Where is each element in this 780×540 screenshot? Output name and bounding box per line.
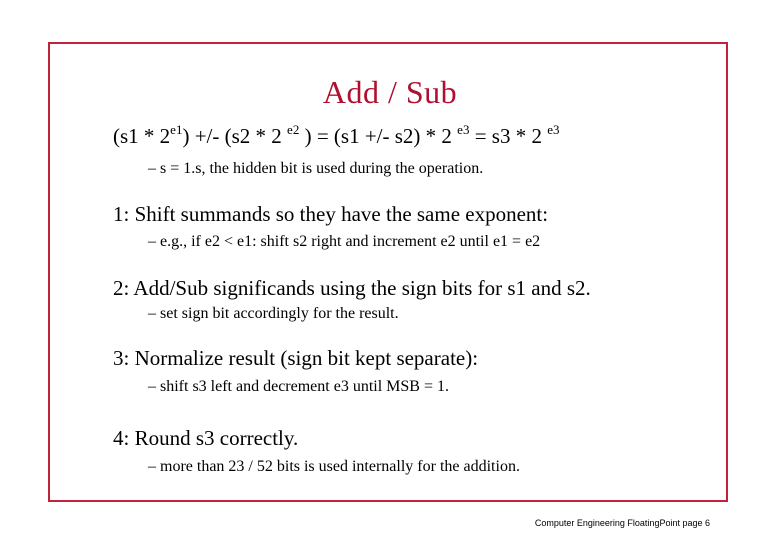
step-2-note: – set sign bit accordingly for the result. (148, 305, 399, 322)
step-3-note: – shift s3 left and decrement e3 until MSB = 1. (148, 378, 449, 395)
step-3-heading: 3: Normalize result (sign bit kept separate): (113, 346, 479, 370)
step-2-heading: 2: Add/Sub significands using the sign bits for s1 and s2. (113, 276, 591, 300)
footer-text: Computer Engineering FloatingPoint page 6 (534, 518, 710, 528)
step-4-heading: 4: Round s3 correctly. (113, 426, 299, 450)
step-4-note: – more than 23 / 52 bits is used internally for the addition. (148, 458, 520, 475)
formula-note: – s = 1.s, the hidden bit is used during the operation. (148, 160, 484, 177)
step-1-note: – e.g., if e2 < e1: shift s2 right and increment e2 until e1 = e2 (148, 233, 541, 250)
slide-title: Add / Sub (322, 74, 458, 110)
step-1-heading: 1: Shift summands so they have the same exponent: (113, 202, 549, 226)
formula-line: $(s1 * 2^{e1})$ +/- (s2 * 2 $^{e2}$ ) = (s1 +/- s2) * 2 $^{e3}$ = s3 * 2 $^{e3}$ (113, 122, 560, 148)
